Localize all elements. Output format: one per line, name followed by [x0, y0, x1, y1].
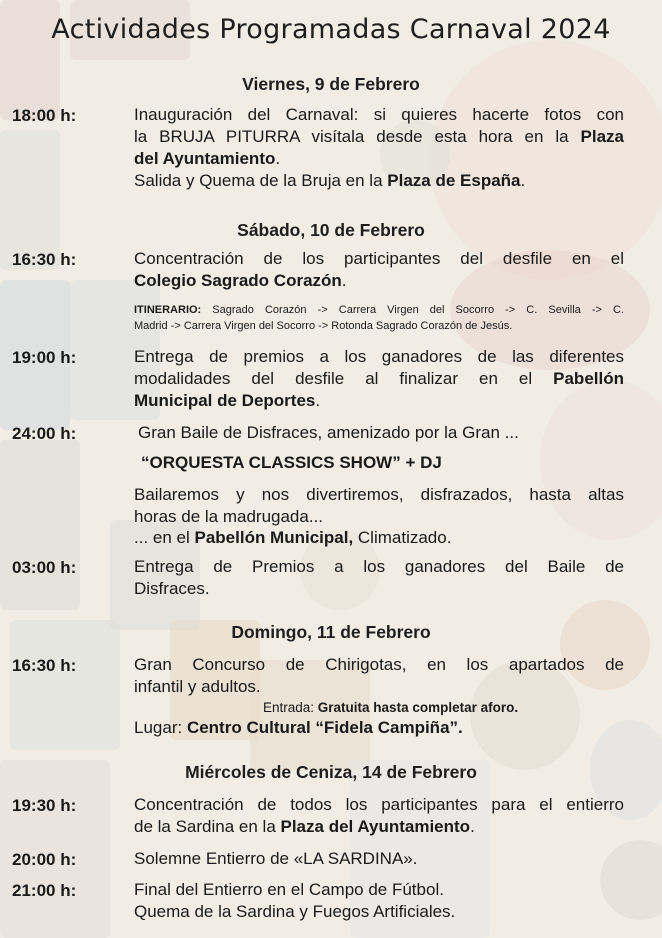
time-label: 19:30 h: — [12, 796, 77, 815]
event-line: Concentración de todos los participantes para el entierro — [134, 795, 624, 814]
day-heading-saturday: Sábado, 10 de Febrero — [237, 220, 425, 240]
event-line: Final del Entierro en el Campo de Fútbol. — [134, 880, 444, 899]
event-line: infantil y adultos. — [134, 677, 261, 696]
time-label: 19:00 h: — [12, 348, 77, 367]
event-line: modalidades del desfile al finalizar en el Pabellón — [134, 369, 624, 388]
event-line: Gran Baile de Disfraces, amenizado por la Gran ... — [138, 423, 519, 442]
event-line: de la Sardina en la Plaza del Ayuntamiento. — [134, 817, 475, 836]
time-label: 16:30 h: — [12, 250, 77, 269]
itinerary-line: ITINERARIO: Sagrado Corazón -> Carrera Virgen del Socorro -> C. Sevilla -> C. — [134, 304, 624, 316]
band-name: “ORQUESTA CLASSICS SHOW” + DJ — [141, 453, 442, 472]
event-line: Gran Concurso de Chirigotas, en los apartados de — [134, 655, 624, 674]
event-line: Disfraces. — [134, 579, 210, 598]
itinerary-line: Madrid -> Carrera Virgen del Socorro -> Rotonda Sagrado Corazón de Jesús. — [134, 320, 513, 332]
event-line: Municipal de Deportes. — [134, 391, 321, 410]
event-line: Entrega de premios a los ganadores de las diferentes — [134, 347, 624, 366]
day-heading-sunday: Domingo, 11 de Febrero — [231, 622, 431, 642]
event-line: Inauguración del Carnaval: si quieres hacerte fotos con — [134, 105, 624, 124]
event-line: Solemne Entierro de «LA SARDINA». — [134, 849, 418, 868]
event-line: Salida y Quema de la Bruja en la Plaza de España. — [134, 171, 526, 190]
time-label: 24:00 h: — [12, 424, 77, 443]
time-label: 20:00 h: — [12, 850, 77, 869]
event-line: Quema de la Sardina y Fuegos Artificiales. — [134, 902, 456, 921]
event-line: Entrega de Premios a los ganadores del Baile de — [134, 557, 624, 576]
event-line: Lugar: Centro Cultural “Fidela Campiña”. — [134, 718, 463, 737]
page-title: Actividades Programadas Carnaval 2024 — [51, 14, 611, 45]
event-line: ... en el Pabellón Municipal, Climatizado. — [134, 528, 452, 547]
event-line: del Ayuntamiento. — [134, 149, 281, 168]
time-label: 18:00 h: — [12, 106, 77, 125]
event-line: la BRUJA PITURRA visítala desde esta hora en la Plaza — [134, 127, 624, 146]
time-label: 16:30 h: — [12, 656, 77, 675]
time-label: 21:00 h: — [12, 881, 77, 900]
event-line: Colegio Sagrado Corazón. — [134, 271, 347, 290]
day-heading-wednesday: Miércoles de Ceniza, 14 de Febrero — [185, 762, 477, 782]
event-line: Bailaremos y nos divertiremos, disfrazados, hasta altas — [134, 485, 624, 504]
event-line: Concentración de los participantes del desfile en el — [134, 249, 624, 268]
time-label: 03:00 h: — [12, 558, 77, 577]
event-line: horas de la madrugada... — [134, 507, 324, 526]
day-heading-friday: Viernes, 9 de Febrero — [242, 74, 420, 94]
entry-note: Entrada: Gratuita hasta completar aforo. — [263, 700, 519, 715]
